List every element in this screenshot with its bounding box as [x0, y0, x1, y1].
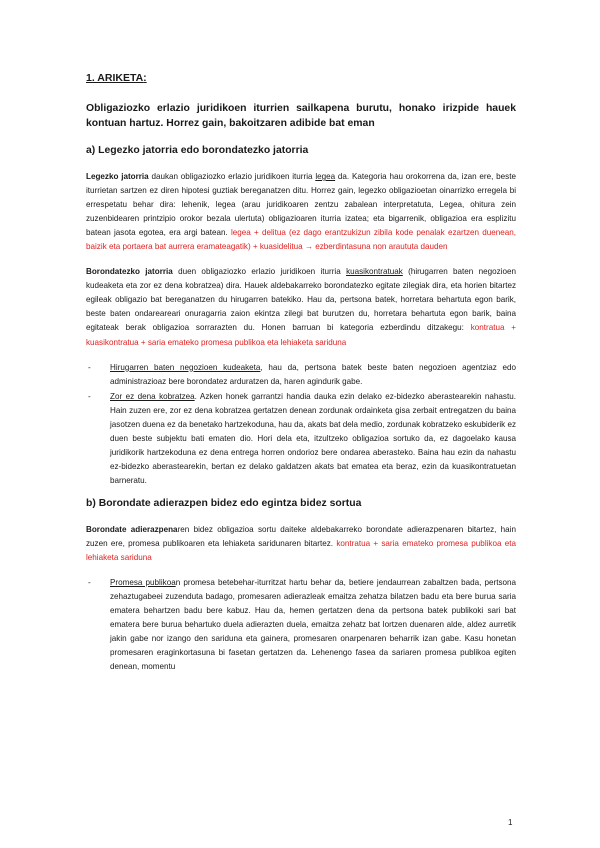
section-a-paragraph-1: [86, 170, 516, 254]
list-bullet: -: [88, 578, 91, 588]
exercise-heading: [86, 72, 516, 84]
exercise-title: 1. ARIKETA: [86, 72, 144, 84]
red-annotation: legea + delitua (ez dago erantzukizun zibila kode penalak ezartzen duenean, baizik eta portaera bat aurrera eramateagatik) + kuasidelitua → ezberdintasuna non araututa dauden: [86, 228, 516, 252]
text-run: ren bidez obligazioa sortu daiteke aldebakarreko borondate adierazpenaren bitartez, hain zuzen ere, promesa publikoaren eta lehiaketa saridunaren bitartez.: [86, 524, 516, 549]
list-item: [86, 390, 516, 488]
list-item-text: . Azken honek garrantzi handia dauka ezin delako ez-bidezko aberastearekin nahastu. Hain zuzen ere, zor ez dena kobratzea gertatzen denean zordunak ordainketa gisa zerbait entregatzen du baina jasotzen duena ez da benetako hartzekoduna, hau da, akats bat dela medio, zordunak kobratzeko eskubiderik ez duen beste subjektu bati ematen dio. Hori dela eta, itzultzeko obligazioa sortuko da, ez dagoelako kausa juridikorik hartzekoduna ez dena entrega horren ondorioz bere ondarea aberasteko. Baina hau ezin da nahastu ez-bidezko aberastearekin, bertan ez delako galdatzen akats bat ematea eta beraz, ezin da kuasikontratuetan barneratu.: [110, 391, 516, 485]
section-b-paragraph-1: [86, 523, 516, 565]
underlined-term-legea: legea: [315, 172, 336, 181]
list-item-term: Hirugarren baten negozioen kudeaketa: [110, 362, 261, 372]
exercise-intro: Obligaziozko erlazio juridikoen iturrien sailkapena burutu, honako irizpide hauek kontuan hartuz. Horrez gain, bakoitzaren adibide bat eman: [86, 103, 516, 129]
text-run: da. Kategoria hau orokorrena da, izan ere, beste iturrietan sartzen ez diren hipotesi guztiak bereganatzen ditu. Horrez gain, legezko obligazioetan oinarrizko erregela bi errespetatu behar dira: lehenik, legea (arau juridikoaren zentzu zabalean interpretatuta, Legea, ohitura zein zuzenbidearen printzipio orokor bezala ulertuta) obligazioaren iturria izatea; eta bigarrenik, obligazioa era esplizitu batean jasota egotea, era argi batean.: [86, 172, 516, 238]
list-item-text: , hau da, pertsona batek beste baten negozioen agentziaz edo administrazioaz bere borondatez arduratzen da, haren agindurik gabe.: [110, 362, 516, 386]
list-item-term: Promesa publikoa: [110, 578, 176, 588]
red-annotation: kontratua + saria emateko promesa publikoa eta lehiaketa sariduna: [86, 539, 516, 563]
section-b-title: b) Borondate adierazpen bidez edo egintza bidez sortua: [86, 497, 362, 509]
page-number: 1: [508, 818, 513, 827]
red-annotation: kontratua + kuasikontratua + saria emateko promesa publikoa eta lehiaketa sariduna: [86, 323, 516, 347]
text-run: duen obligaziozko erlazio juridikoen iturria: [172, 267, 347, 277]
underlined-term-kuasikontratuak: kuasikontratuak: [346, 267, 403, 277]
list-item: [86, 576, 516, 674]
term-borondatezko-jatorria: Borondatezko jatorria: [86, 267, 173, 277]
term-legezko-jatorria: Legezko jatorria: [86, 172, 149, 181]
section-a-list: [86, 361, 516, 488]
term-borondate-adierazpena: Borondate adierazpena: [86, 524, 178, 534]
list-item: [86, 361, 516, 389]
document-page: [86, 72, 516, 684]
section-a-title: a) Legezko jatorria edo borondatezko jatorria: [86, 145, 309, 156]
section-a-paragraph-2: [86, 265, 516, 349]
list-bullet: -: [88, 391, 91, 401]
list-item-text: n promesa betebehar-iturritzat hartu behar da, betiere jendaurrean zabaltzen bada, pertsona zehaztugabeei zuzenduta badago, promesaren adierazleak emaitza zehatza bilatzen badu eta bere burua saria ematera behartzen badu bere kabuz. Hau da, hemen gertatzen dena da pertsona batek publikoki sari bat ematera bere burua behartuko duela adierazten duela, emaitza zehatz bat lortzen duenaren alde, aldez aurretik jakin gabe nor izango den sariduna eta gainera, promesaren onarpenaren beharrik izan gabe. Kasu honetan promesaren eraginkortasuna bi fasetan gertatzen da. Lehenengo fasea da sariaren promesa publikoa egiten denean, momentu: [110, 578, 516, 672]
text-run: daukan obligaziozko erlazio juridikoen iturria: [148, 172, 316, 181]
section-b-list: [86, 576, 516, 674]
list-bullet: -: [88, 362, 91, 372]
text-run: (hirugarren baten negozioen kudeaketa eta zor ez dena kobratzea) dira. Hauek aldebakarreko borondatezko egitate zilegiak dira, eta horien bitartez egileak obligazio bat bereganatzen du hirugarren batekiko. Hau da, pertsona batek, horretara behartuta egon barik, beste baten ondareareari onuragarria zaion ekintza zilegi bat burutzen du, horretara behartuta egon barik, baina egitateak berak obligazioa sorrarazten du. Honen barruan bi kategoria ezberdindu ditzakegu:: [86, 267, 517, 333]
list-item-term: Zor ez dena kobratzea: [110, 391, 195, 401]
exercise-title-colon: :: [143, 72, 147, 84]
